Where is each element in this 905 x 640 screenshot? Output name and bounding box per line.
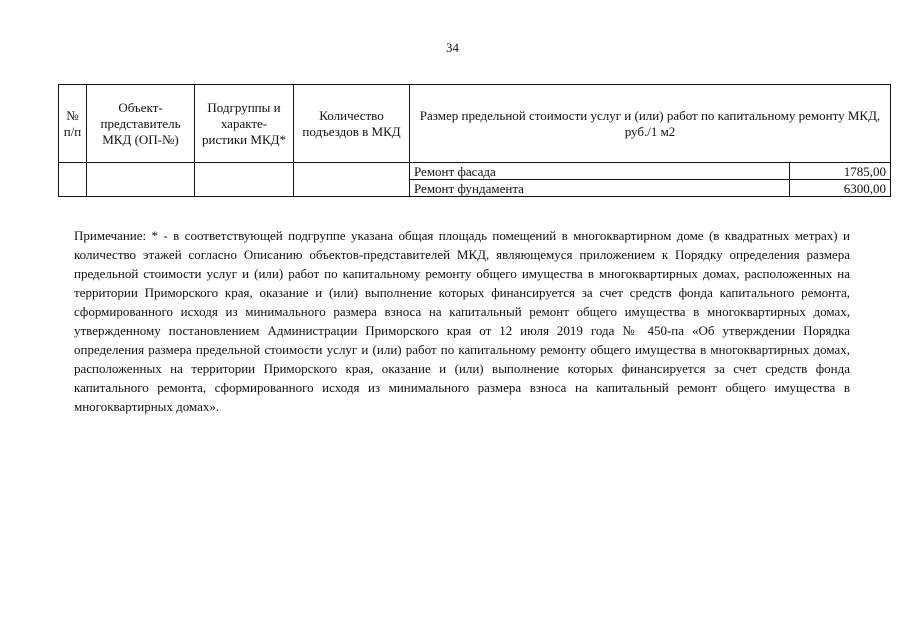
cell-entrances [294,163,410,197]
work-value-cell: 6300,00 [790,180,891,197]
header-number: № п/п [59,85,87,163]
header-entrances: Количество подъездов в МКД [294,85,410,163]
work-name-cell: Ремонт фундамента [410,180,790,197]
cell-number [59,163,87,197]
table-header-row [59,85,891,163]
table-row [59,163,891,180]
header-subgroups: Подгруппы и характе-ристики МКД* [195,85,294,163]
footnote-text: Примечание: * - в соответствующей подгруппе указана общая площадь помещений в многоквартирном доме (в квадратных метрах) и количество этажей согласно Описанию объектов-представителей МКД, являющемуся приложением к Порядку определения размера предельной стоимости услуг и (или) работ по капитальному ремонту общего имущества в многоквартирных домах, расположенных на территории Приморского края, оказание и (или) выполнение которых финансируется за счет средств фонда капитального ремонта, сформированного исходя из минимального размера взноса на капитальный ремонт общего имущества в многоквартирных домах, утвержденному постановлением Администрации Приморского края от 12 июля 2019 года № 450-па «Об утверждении Порядка определения размера предельной стоимости услуг и (или) работ по капитальному ремонту общего имущества в многоквартирных домах, расположенных на территории Приморского края, оказание и (или) выполнение которых финансируется за счет средств фонда капитального ремонта, сформированного исходя из минимального размера взноса на капитальный ремонт общего имущества в многоквартирных домах». [74,228,850,414]
header-object: Объект-представитель МКД (ОП-№) [87,85,195,163]
page-number: 34 [446,40,459,55]
work-name-cell: Ремонт фасада [410,163,790,180]
cell-object [87,163,195,197]
work-value-cell: 1785,00 [790,163,891,180]
cost-table [58,84,891,197]
header-cost: Размер предельной стоимости услуг и (или) работ по капитальному ремонту МКД, руб./1 м2 [410,85,891,163]
cell-subgroups [195,163,294,197]
